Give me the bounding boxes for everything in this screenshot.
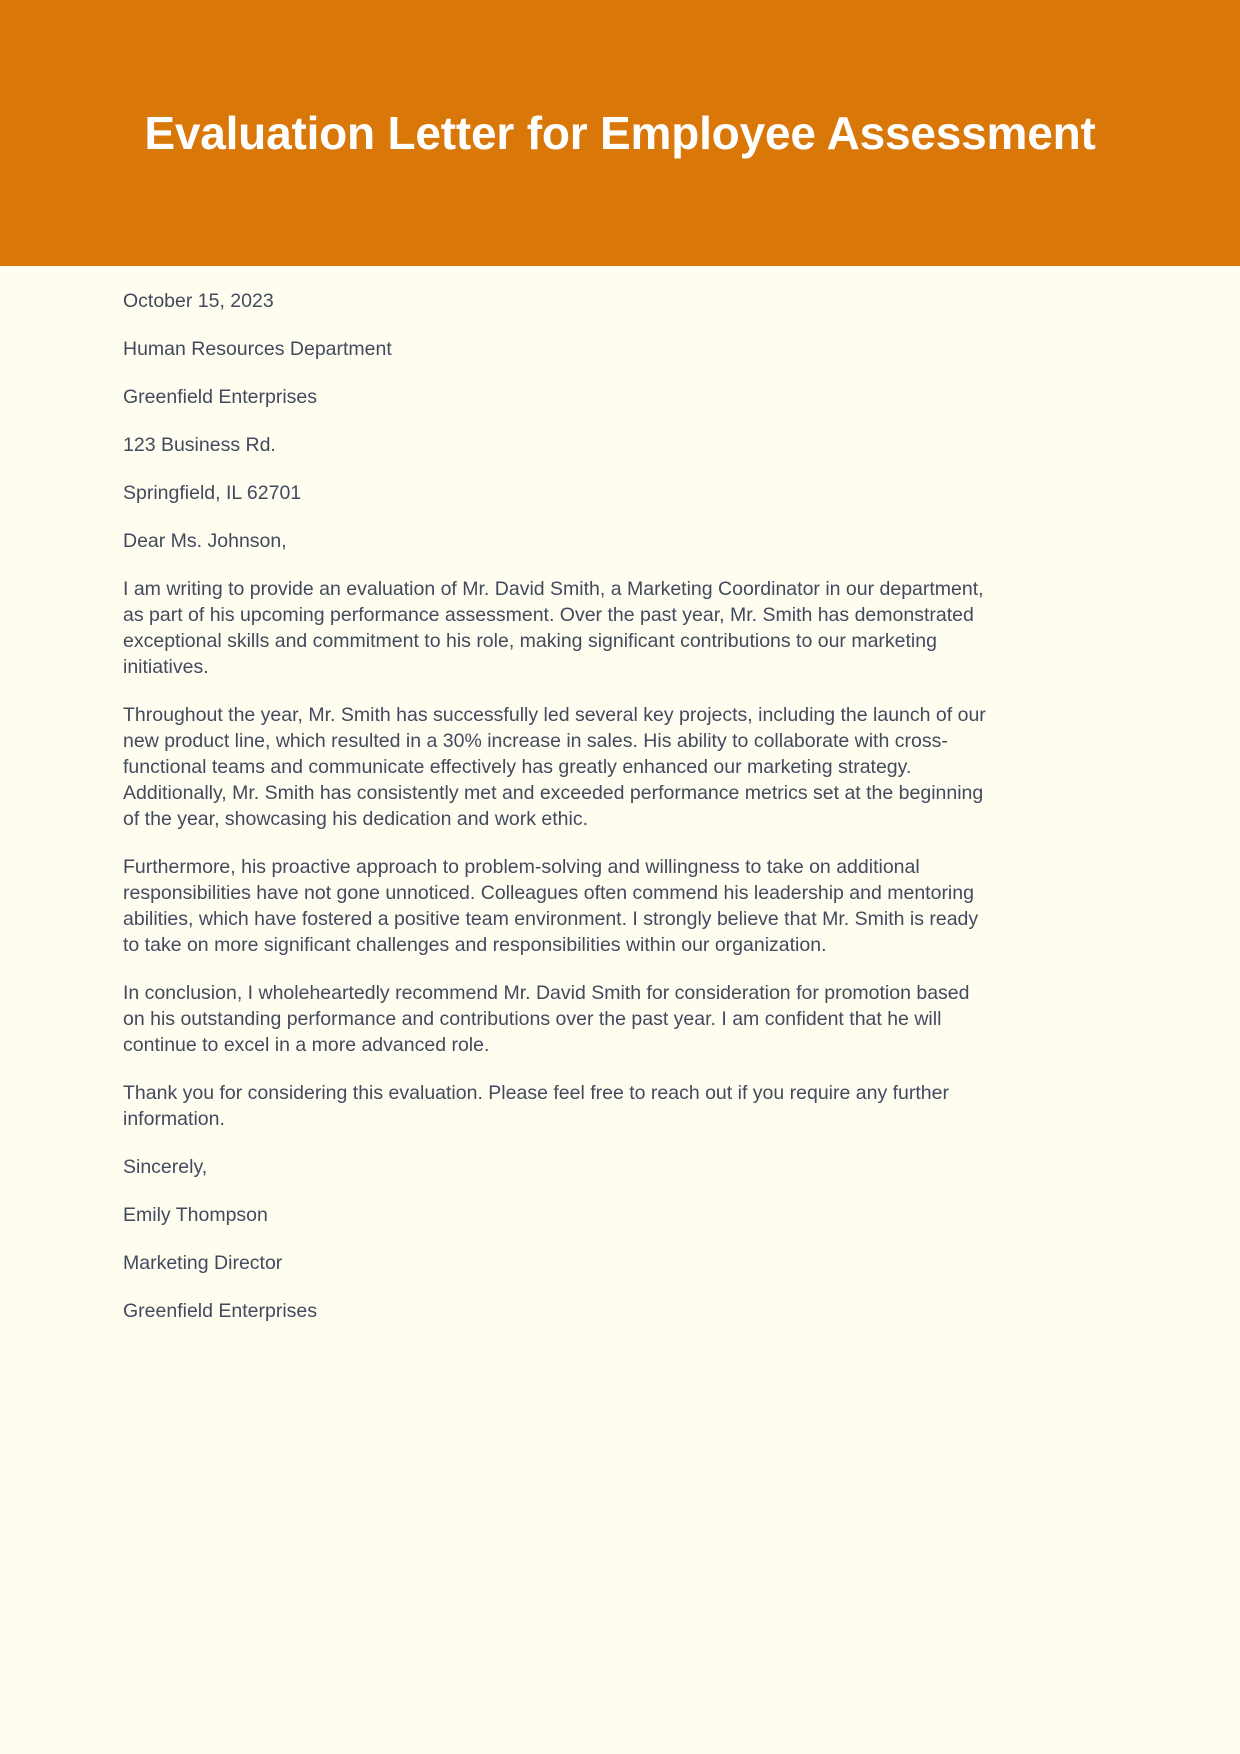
letter-paragraph: Throughout the year, Mr. Smith has successfully led several key projects, including the launch of our new product line, which resulted in a 30% increase in sales. His ability to collaborate with cross-functional teams and communicate effectively has greatly enhanced our marketing strategy. Additionally, Mr. Smith has consistently met and exceeded performance metrics set at the beginning of the year, showcasing his dedication and work ethic. [123,704,986,830]
recipient-city-state-zip: Springfield, IL 62701 [123,482,302,504]
closing: Sincerely, [123,1156,208,1178]
letter-paragraph: Furthermore, his proactive approach to problem-solving and willingness to take on additional responsibilities have not gone unnoticed. Colleagues often commend his leadership and mentoring abilities, which have fostered a positive team environment. I strongly believe that Mr. Smith is ready to take on more significant challenges and responsibilities within our organization. [123,856,979,956]
letter-content [0,266,1240,1324]
letter-paragraph: Thank you for considering this evaluation. Please feel free to reach out if you require any further information. [123,1082,949,1130]
sender-title: Marketing Director [123,1252,283,1274]
recipient-street: 123 Business Rd. [123,434,276,456]
recipient-department: Human Resources Department [123,338,392,360]
sender-name: Emily Thompson [123,1204,268,1226]
document-header-banner [0,0,1240,266]
letter-paragraph: In conclusion, I wholeheartedly recommend Mr. David Smith for consideration for promotion based on his outstanding performance and contributions over the past year. I am confident that he will continue to excel in a more advanced role. [123,982,970,1056]
salutation: Dear Ms. Johnson, [123,530,287,552]
page-title: Evaluation Letter for Employee Assessment [144,106,1096,159]
letter-paragraph: I am writing to provide an evaluation of Mr. David Smith, a Marketing Coordinator in our department, as part of his upcoming performance assessment. Over the past year, Mr. Smith has demonstrated exceptional skills and commitment to his role, making significant contributions to our marketing initiatives. [123,578,984,678]
letter-date: October 15, 2023 [123,290,274,312]
sender-company: Greenfield Enterprises [123,1300,318,1322]
recipient-company: Greenfield Enterprises [123,386,318,408]
